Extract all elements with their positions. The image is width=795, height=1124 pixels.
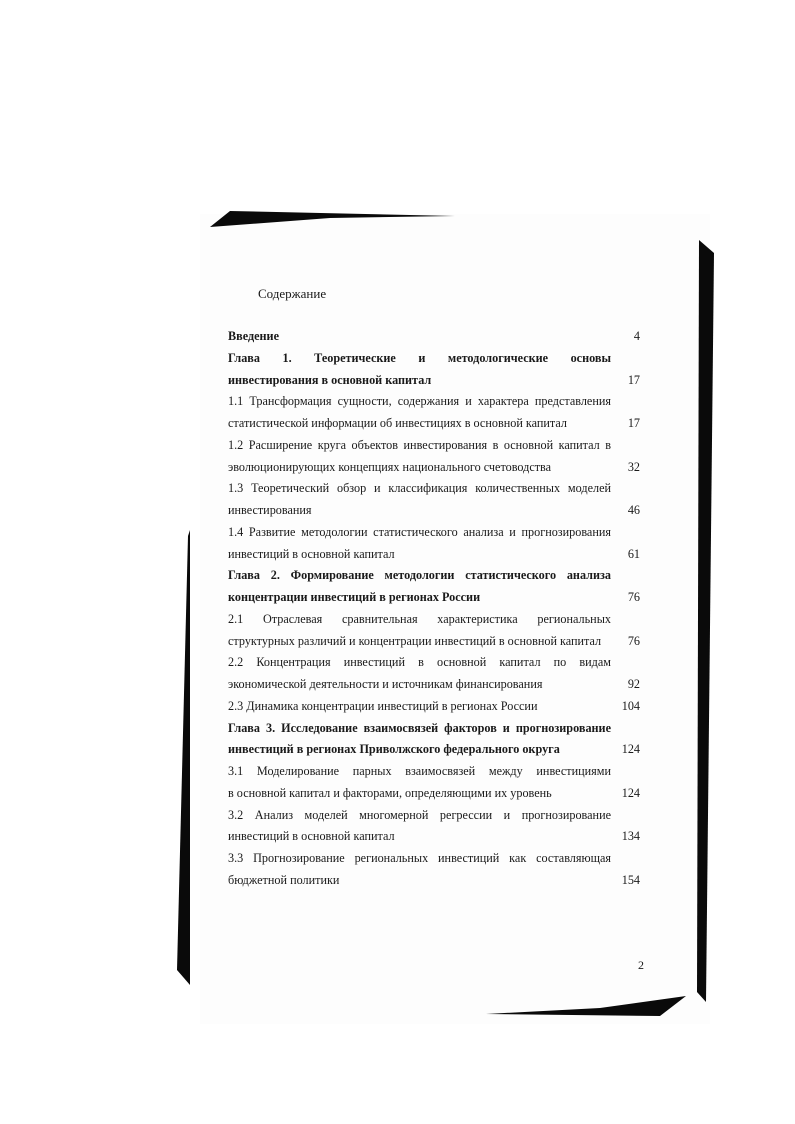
toc-entry-line: 2.2 Концентрация инвестиций в основной капитал по видам (228, 655, 611, 670)
left-black-stripe (177, 530, 190, 985)
toc-entry-line: структурных различий и концентрации инвестиций в основной капитал (228, 633, 602, 648)
toc-page-number: 76 (627, 590, 640, 604)
toc-entry-line: статистической информации об инвестициях в основной капитал (228, 416, 567, 430)
toc-entry-line: концентрации инвестиций в регионах России (228, 590, 481, 604)
toc-entry-line: экономической деятельности и источникам финансирования (228, 677, 543, 691)
toc-entry-line: 1.2 Расширение круга объектов инвестирования в основной капитал в (228, 437, 611, 452)
toc-page-number: 17 (627, 372, 640, 387)
toc-page-number: 124 (621, 785, 640, 800)
toc-entry-line: Введение (228, 329, 279, 343)
toc-page-number: 46 (627, 503, 640, 517)
toc-entry-line: Глава 3. Исследование взаимосвязей факторов и прогнозирование (228, 720, 611, 735)
toc-page-number: 92 (627, 677, 640, 691)
toc-entry-line: 1.3 Теоретический обзор и классификация количественных моделей (228, 481, 611, 496)
toc-page-number: 32 (627, 459, 640, 474)
toc-entry-line: 2.1 Отраслевая сравнительная характеристика региональных (228, 611, 611, 626)
toc-entry-line: эволюционирующих концепциях национального счетоводства (228, 459, 552, 474)
toc-entry-line: 3.2 Анализ моделей многомерной регрессии и прогнозирование (228, 807, 611, 822)
toc-page-number: 17 (627, 416, 640, 430)
toc-entry-line: Глава 1. Теоретические и методологические основы (228, 350, 611, 365)
toc-entry-line: инвестиций в основной капитал (228, 546, 395, 561)
page-title: Содержание (258, 286, 327, 301)
toc-entry-line: 3.1 Моделирование парных взаимосвязей между инвестициями (228, 764, 611, 778)
toc-entry-line: инвестиций в основной капитал (228, 829, 395, 844)
toc-page-number: 134 (621, 829, 640, 844)
toc-page-number: 124 (621, 742, 640, 757)
toc-entry-line: Глава 2. Формирование методологии статистического анализа (228, 568, 611, 583)
toc-entry-line: инвестирования (228, 503, 312, 517)
toc-entry-line: 1.1 Трансформация сущности, содержания и характера представления (228, 394, 611, 409)
toc-entry-line: бюджетной политики (228, 872, 340, 887)
toc-page-number: 4 (633, 329, 640, 343)
right-black-stripe (697, 240, 714, 1002)
toc-page-number: 61 (627, 546, 640, 561)
toc-entry-line: инвестирования в основной капитал (228, 372, 432, 387)
toc-entry-line: инвестиций в регионах Приволжского федерального округа (228, 742, 560, 757)
toc-entry-line: 3.3 Прогнозирование региональных инвестиций как составляющая (228, 851, 611, 865)
toc-page-number: 76 (627, 633, 640, 648)
toc-entry-line: 2.3 Динамика концентрации инвестиций в регионах России (228, 698, 538, 713)
toc-page-number: 154 (621, 872, 640, 887)
toc-entry-line: в основной капитал и факторами, определяющими их уровень (228, 785, 552, 800)
page-number: 2 (638, 958, 644, 972)
toc-entry-line: 1.4 Развитие методологии статистического анализа и прогнозирования (228, 524, 611, 539)
toc-page-number: 104 (621, 698, 640, 713)
